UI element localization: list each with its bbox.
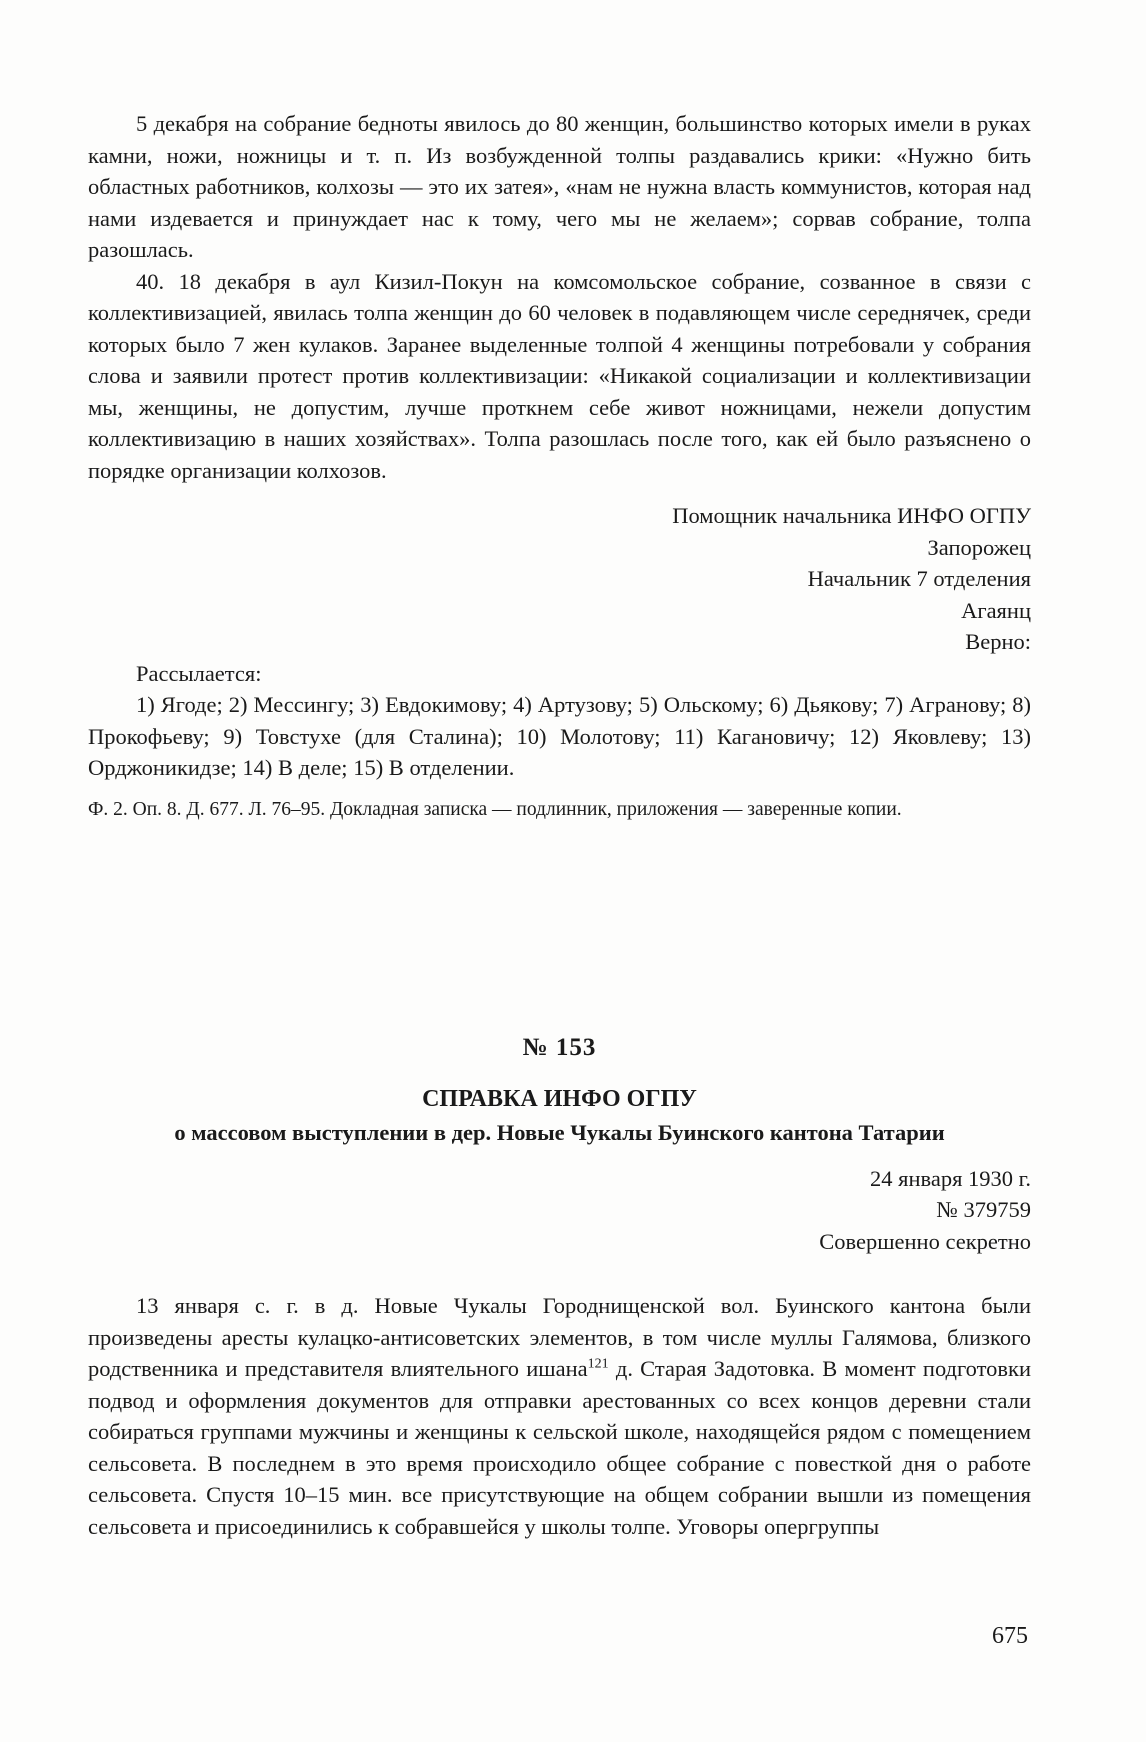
signature-title-2: Начальник 7 отделения	[807, 566, 1031, 591]
document-reg-number: № 379759	[936, 1197, 1031, 1222]
document-date: 24 января 1930 г.	[870, 1165, 1031, 1191]
verified-label: Верно:	[965, 629, 1031, 654]
paragraph-item-40: 40. 18 декабря в аул Кизил-Покун на комсомольское собрание, созванное в связи с коллективизацией, явилась толпа женщин до 60 человек в подавляющем числе середнячек, среди которых было 7 жен кулаков. Заранее выделенные толпой 4 женщины потребовали у собрания слова и заявили протест против коллективизации: «Никакой социализации и коллективизации мы, женщины, не допустим, лучше проткнем себе живот ножницами, нежели допустим коллективизацию в наших хозяйствах». Толпа разошлась после того, как ей было разъяснено о порядке организации колхозов.	[88, 268, 1031, 483]
secrecy-stamp: Совершенно секретно	[819, 1228, 1031, 1254]
body-paragraph	[88, 1290, 1031, 1542]
signature-title-1: Помощник начальника ИНФО ОГПУ	[672, 503, 1031, 528]
footnote-reference: 121	[587, 1356, 609, 1372]
document-number: № 153	[522, 1034, 597, 1061]
document-title: СПРАВКА ИНФО ОГПУ	[422, 1085, 697, 1112]
body-text-part-2: д. Старая Задотовка. В момент подготовки подвод и оформления документов для отправки арестованных со всех концов деревни стали собираться группами мужчины и женщины к сельской школе, находящейся рядом с помещением сельсовета. В последнем в это время происходило общее собрание с повесткой дня о работе сельсовета. Спустя 10–15 мин. все присутствующие на общем собрании вышли из помещения сельсовета и присоединились к собравшейся у школы толпе. Уговоры опергруппы	[88, 1356, 1031, 1539]
archive-source-note: Ф. 2. Оп. 8. Д. 677. Л. 76–95. Докладная записка — подлинник, приложения — заверенные копии.	[88, 798, 902, 820]
top-text-block	[88, 108, 1031, 824]
page-number: 675	[992, 1623, 1028, 1649]
document-header	[88, 1032, 1031, 1257]
signature-name-2: Агаянц	[961, 597, 1031, 623]
body-text-part-1: 13 января с. г. в д. Новые Чукалы Городнищенской вол. Буинского кантона были произведены аресты кулацко-антисоветских элементов, в том числе муллы Галямова, близкого родственника и представителя влиятельного ишана	[88, 1293, 1031, 1381]
signature-name-1: Запорожец	[927, 534, 1031, 560]
paragraph-women-meeting: 5 декабря на собрание бедноты явилось до 80 женщин, большинство которых имели в руках камни, ножи, ножницы и т. п. Из возбужденной толпы раздавались крики: «Нужно бить областных работников, колхозы — это их затея», «нам не нужна власть коммунистов, которая над нами издевается и принуждает нас к тому, чего мы не желаем»; сорвав собрание, толпа разошлась.	[88, 111, 1031, 262]
body-text-block	[88, 1290, 1031, 1542]
distribution-heading: Рассылается:	[136, 660, 262, 686]
distribution-list: 1) Ягоде; 2) Мессингу; 3) Евдокимову; 4) Артузову; 5) Ольскому; 6) Дьякову; 7) Агранову; 8) Прокофьеву; 9) Товстухе (для Сталина); 10) Молотову; 11) Кагановичу; 12) Яковлеву; 13) Орджоникидзе; 14) В деле; 15) В отделении.	[88, 692, 1031, 780]
document-subtitle: о массовом выступлении в дер. Новые Чукалы Буинского кантона Татарии	[174, 1120, 945, 1145]
